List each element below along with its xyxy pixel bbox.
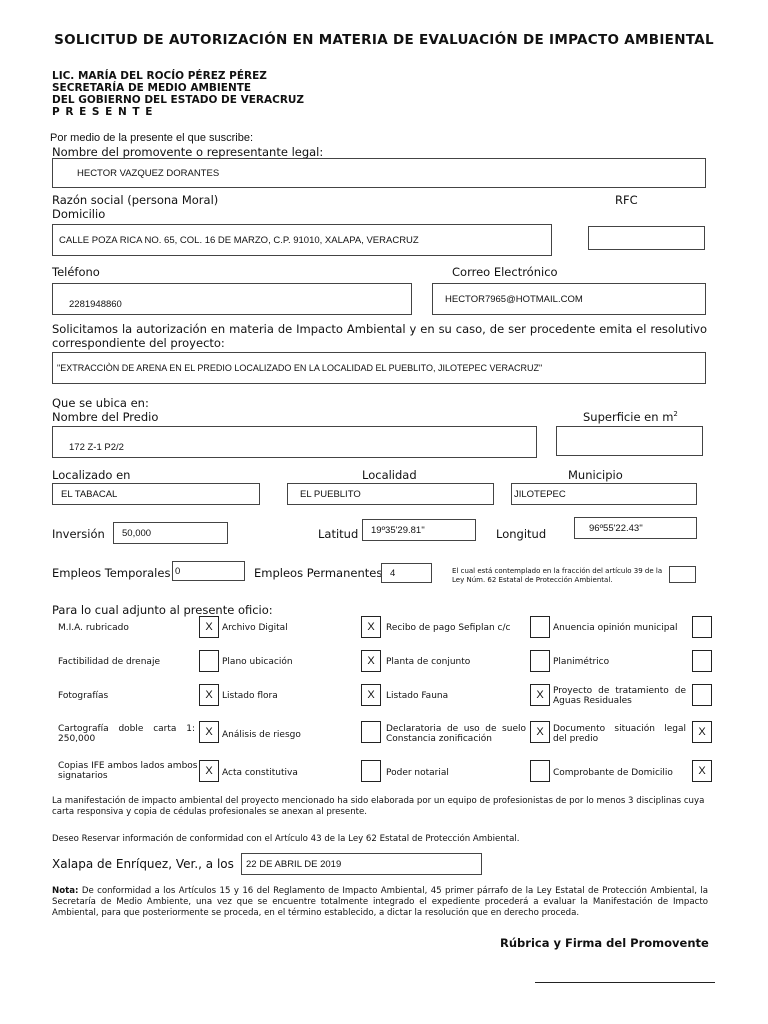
checklist-label-situacion-legal: Documento situación legal del predio: [553, 724, 686, 744]
checklist-label-acta-constitutiva: Acta constitutiva: [222, 768, 298, 778]
checkbox-poder-notarial[interactable]: [530, 760, 550, 782]
checklist-label-planimetrico: Planimétrico: [553, 657, 610, 667]
checkbox-cartografia[interactable]: X: [199, 721, 219, 743]
checkbox-analisis-riesgo[interactable]: [361, 721, 381, 743]
checklist-label-planta-conjunto: Planta de conjunto: [386, 657, 471, 667]
fraccion-note: El cual está contemplado en la fracción del artículo 39 de la Ley Núm. 62 Estatal de Protección Ambiental.: [452, 567, 663, 584]
localizado-label: Localizado en: [52, 468, 131, 482]
checkbox-situacion-legal[interactable]: X: [692, 721, 712, 743]
fraccion-field[interactable]: [669, 566, 696, 583]
localidad-label: Localidad: [362, 468, 417, 482]
checklist-label-mia: M.I.A. rubricado: [58, 623, 129, 633]
checkbox-copias-ife[interactable]: X: [199, 760, 219, 782]
checkbox-aguas-residuales[interactable]: [692, 684, 712, 706]
manifestacion-paragraph: La manifestación de impacto ambiental del proyecto mencionado ha sido elaborada por un equipo de profesionistas de por lo menos 3 disciplinas cuya carta responsiva y copia de cédulas profesionales se anexan al presente.: [52, 796, 705, 817]
intro-text: Por medio de la presente el que suscribe:: [50, 132, 254, 144]
checkbox-listado-fauna[interactable]: X: [530, 684, 550, 706]
latitud-field[interactable]: 19º35'29.81'': [362, 519, 476, 541]
predio-field[interactable]: 172 Z-1 P2/2: [52, 426, 537, 458]
inversion-label: Inversión: [52, 527, 105, 541]
razon-social-label: Razón social (persona Moral): [52, 193, 219, 207]
checkbox-plano-ubicacion[interactable]: X: [361, 650, 381, 672]
checklist-label-archivo-digital: Archivo Digital: [222, 623, 288, 633]
fecha-field[interactable]: 22 DE ABRIL DE 2019: [241, 853, 482, 875]
municipio-label: Municipio: [568, 468, 623, 482]
checklist-label-copias-ife: Copias IFE ambos lados ambos signatarios: [58, 761, 198, 781]
checklist-label-aguas-residuales: Proyecto de tratamiento de Aguas Residuales: [553, 686, 686, 706]
reservar-paragraph: Deseo Reservar información de conformidad con el Artículo 43 de la Ley 62 Estatal de Protección Ambiental.: [52, 834, 520, 844]
telefono-field[interactable]: 2281948860: [52, 283, 412, 315]
empleos-permanentes-field[interactable]: 4: [381, 563, 432, 583]
checklist-label-fotografias: Fotografías: [58, 691, 109, 701]
checkbox-declaratoria[interactable]: X: [530, 721, 550, 743]
checkbox-factibilidad[interactable]: [199, 650, 219, 672]
latitud-label: Latitud: [318, 527, 359, 541]
telefono-label: Teléfono: [52, 265, 100, 279]
rfc-label: RFC: [615, 193, 638, 207]
solicitud-text: Solicitamos la autorización en materia de Impacto Ambiental y en su caso, de ser procedente emita el resolutivo correspondiente del proyecto:: [52, 322, 707, 350]
nota-label: Nota:: [52, 886, 79, 896]
checklist-label-cartografia: Cartografía doble carta 1: 250,000: [58, 724, 195, 744]
superficie-label: Superficie en $m^2$: [583, 410, 678, 424]
empleos-permanentes-label: Empleos Permanentes: [254, 566, 383, 580]
rfc-field[interactable]: [588, 226, 705, 250]
empleos-temporales-field[interactable]: 0: [172, 561, 245, 581]
empleos-temporales-label: Empleos Temporales: [52, 566, 171, 580]
correo-field[interactable]: HECTOR7965@HOTMAIL.COM: [432, 283, 706, 315]
addressee-presente: P R E S E N T E: [52, 106, 154, 118]
promovente-label: Nombre del promovente o representante legal:: [52, 145, 324, 159]
localidad-field[interactable]: EL PUEBLITO: [287, 483, 494, 505]
checkbox-mia[interactable]: X: [199, 616, 219, 638]
correo-label: Correo Electrónico: [452, 265, 558, 279]
checklist-label-plano-ubicacion: Plano ubicación: [222, 657, 293, 667]
addressee-office: SECRETARÍA DE MEDIO AMBIENTE: [52, 82, 252, 94]
nota-text: De conformidad a los Artículos 15 y 16 del Reglamento de Impacto Ambiental, 45 primer párrafo de la Ley Estatal de Protección Ambiental, la Secretaría de Medio Ambiente, una vez que se encuentre totalmente integrado el expediente procederá a evaluar la Manifestación de Impacto Ambiental, para que posteriormente se proceda, en el término establecido, a dictar la resolución que en derecho proceda.: [52, 886, 708, 918]
nota-paragraph: [52, 886, 708, 919]
checkbox-acta-constitutiva[interactable]: [361, 760, 381, 782]
proyecto-field[interactable]: "EXTRACCIÒN DE ARENA EN EL PREDIO LOCALIZADO EN LA LOCALIDAD EL PUEBLITO, JILOTEPEC VERACRUZ": [52, 352, 706, 384]
page-title: SOLICITUD DE AUTORIZACIÓN EN MATERIA DE EVALUACIÓN DE IMPACTO AMBIENTAL: [54, 32, 714, 48]
addressee-name: LIC. MARÍA DEL ROCÍO PÉREZ PÉREZ: [52, 70, 267, 82]
checkbox-archivo-digital[interactable]: X: [361, 616, 381, 638]
checklist-label-listado-flora: Listado flora: [222, 691, 278, 701]
checkbox-planimetrico[interactable]: [692, 650, 712, 672]
checkbox-recibo-pago[interactable]: [530, 616, 550, 638]
addressee-government: DEL GOBIERNO DEL ESTADO DE VERACRUZ: [52, 94, 305, 106]
ubica-label: Que se ubica en:: [52, 396, 149, 410]
domicilio-field[interactable]: CALLE POZA RICA NO. 65, COL. 16 DE MARZO, C.P. 91010, XALAPA, VERACRUZ: [52, 224, 552, 256]
checkbox-anuencia[interactable]: [692, 616, 712, 638]
inversion-field[interactable]: 50,000: [113, 522, 228, 544]
longitud-label: Longitud: [496, 527, 547, 541]
checklist-label-factibilidad: Factibilidad de drenaje: [58, 657, 160, 667]
firma-label: Rúbrica y Firma del Promovente: [500, 936, 709, 950]
localizado-field[interactable]: EL TABACAL: [52, 483, 260, 505]
checklist-label-declaratoria: Declaratoria de uso de suelo Constancia zonificación: [386, 724, 526, 744]
checkbox-planta-conjunto[interactable]: [530, 650, 550, 672]
checklist-label-anuencia: Anuencia opinión municipal: [553, 623, 678, 633]
signature-line: [535, 982, 715, 983]
superficie-field[interactable]: [556, 426, 703, 456]
checklist-label-comprobante-domicilio: Comprobante de Domicilio: [553, 768, 673, 778]
checklist-label-listado-fauna: Listado Fauna: [386, 691, 449, 701]
domicilio-label: Domicilio: [52, 207, 106, 221]
checkbox-listado-flora[interactable]: X: [361, 684, 381, 706]
checklist-label-poder-notarial: Poder notarial: [386, 768, 449, 778]
longitud-field[interactable]: 96º55'22.43'': [574, 517, 697, 539]
promovente-field[interactable]: HECTOR VAZQUEZ DORANTES: [52, 158, 706, 188]
checkbox-fotografias[interactable]: X: [199, 684, 219, 706]
checklist-label-recibo-pago: Recibo de pago Sefiplan c/c: [386, 623, 511, 633]
predio-label: Nombre del Predio: [52, 410, 159, 424]
municipio-field[interactable]: JILOTEPEC: [511, 483, 697, 505]
checklist-label-analisis-riesgo: Análisis de riesgo: [222, 730, 301, 740]
fecha-label: Xalapa de Enríquez, Ver., a los: [52, 857, 234, 871]
adjunto-label: Para lo cual adjunto al presente oficio:: [52, 603, 273, 617]
checkbox-comprobante-domicilio[interactable]: X: [692, 760, 712, 782]
